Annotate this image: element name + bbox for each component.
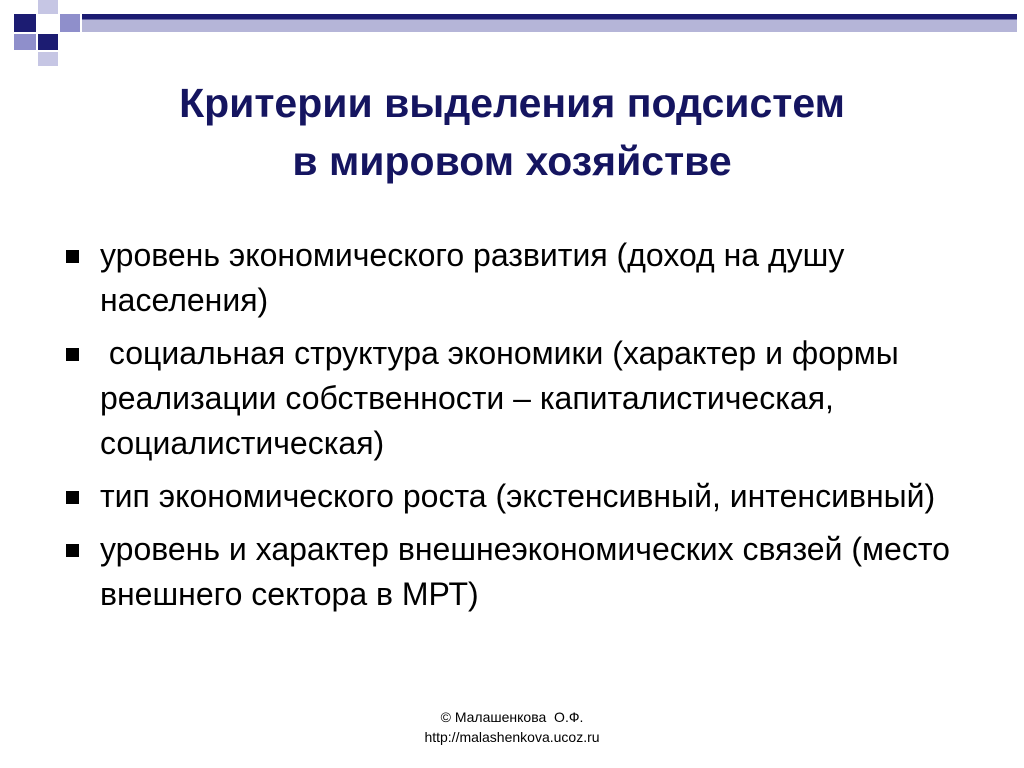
bullet-list	[60, 233, 960, 625]
bullet-text: тип экономического роста (экстенсивный, интенсивный)	[100, 478, 936, 514]
slide-footer	[0, 707, 1024, 747]
footer-copyright: © Малашенкова О.Ф.	[440, 709, 584, 725]
square-bullet-icon	[66, 544, 79, 557]
bullet-text: уровень и характер внешнеэкономических связей (место внешнего сектора в МРТ)	[100, 531, 950, 612]
bullet-text: социальная структура экономики (характер и формы реализации собственности – капиталистическая, социалистическая)	[100, 335, 908, 461]
header-decoration-square	[38, 0, 58, 14]
header-decoration-square	[60, 14, 80, 32]
slide-title	[0, 74, 1024, 190]
header-decoration-square	[38, 52, 58, 66]
header-decoration-square	[14, 14, 36, 32]
bullet-item	[60, 527, 960, 617]
bullet-item	[60, 233, 960, 323]
square-bullet-icon	[66, 250, 79, 263]
bullet-text: уровень экономического развития (доход на душу населения)	[100, 237, 845, 318]
footer-url: http://malashenkova.ucoz.ru	[424, 729, 600, 745]
header-decoration-square	[14, 34, 36, 50]
header-decoration-square	[38, 34, 58, 50]
bullet-item	[60, 474, 960, 519]
slide-title-line: в мировом хозяйстве	[292, 138, 732, 184]
bullet-item	[60, 331, 960, 466]
header-decoration-line	[82, 14, 1017, 17]
square-bullet-icon	[66, 491, 79, 504]
square-bullet-icon	[66, 348, 79, 361]
slide-title-line: Критерии выделения подсистем	[179, 80, 845, 126]
